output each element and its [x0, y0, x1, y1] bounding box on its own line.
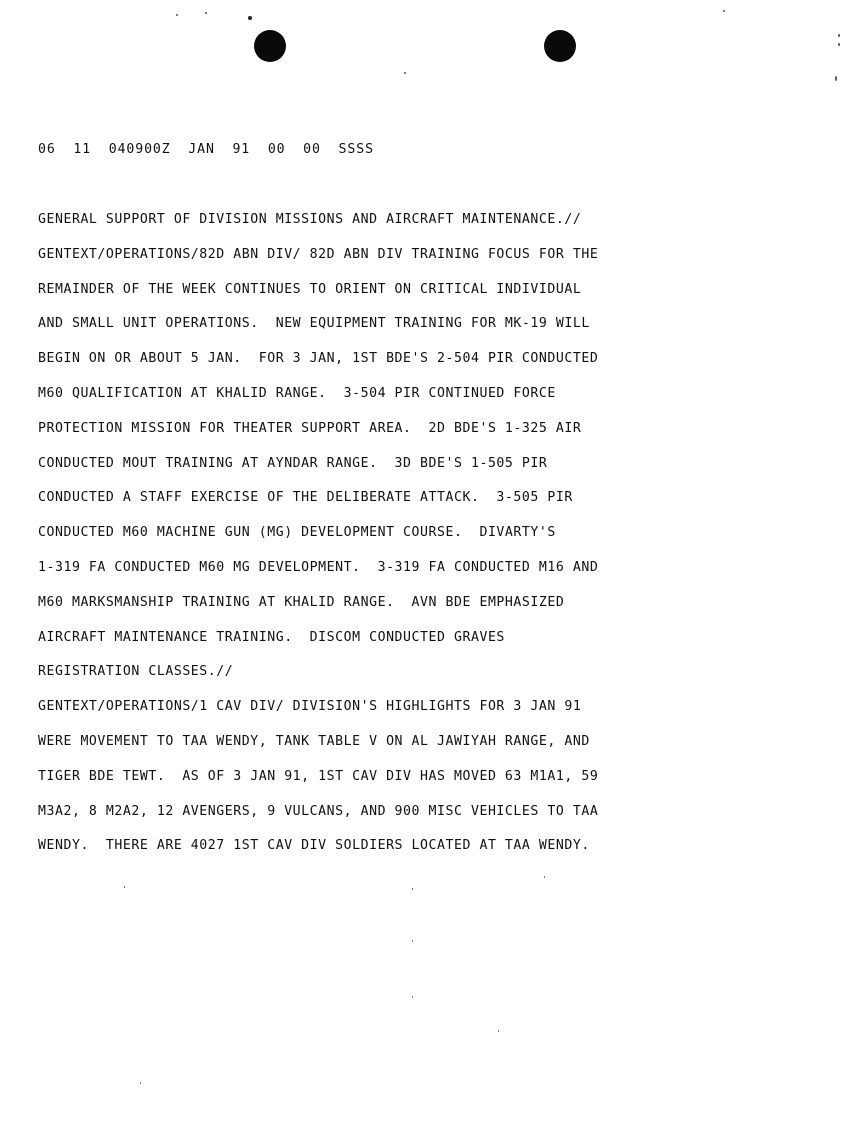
- punch-hole-left: [254, 30, 286, 62]
- body-line: M3A2, 8 M2A2, 12 AVENGERS, 9 VULCANS, AND 900 MISC VEHICLES TO TAA: [38, 803, 599, 819]
- punch-hole-right: [544, 30, 576, 62]
- body-line: AND SMALL UNIT OPERATIONS. NEW EQUIPMENT TRAINING FOR MK-19 WILL: [38, 316, 590, 332]
- scan-speck: [176, 14, 178, 16]
- scan-speck: [412, 940, 413, 942]
- message-header: 06 11 040900Z JAN 91 00 00 SSSS: [38, 142, 374, 157]
- scan-speck: [248, 16, 252, 20]
- scan-speck: [205, 12, 207, 14]
- body-line: GENERAL SUPPORT OF DIVISION MISSIONS AND AIRCRAFT MAINTENANCE.//: [38, 212, 582, 227]
- body-line: PROTECTION MISSION FOR THEATER SUPPORT AREA. 2D BDE'S 1-325 AIR: [38, 420, 582, 436]
- body-line: WENDY. THERE ARE 4027 1ST CAV DIV SOLDIERS LOCATED AT TAA WENDY.: [38, 838, 590, 854]
- scan-speck: [723, 10, 725, 12]
- message-body: [38, 210, 828, 871]
- body-line: CONDUCTED M60 MACHINE GUN (MG) DEVELOPMENT COURSE. DIVARTY'S: [38, 525, 556, 541]
- scan-speck: [838, 43, 840, 46]
- scan-speck: [124, 886, 125, 888]
- scan-speck: [412, 888, 413, 890]
- body-line: GENTEXT/OPERATIONS/82D ABN DIV/ 82D ABN DIV TRAINING FOCUS FOR THE: [38, 246, 599, 262]
- scan-speck: [838, 34, 840, 37]
- scan-speck: [412, 996, 413, 998]
- scan-speck: [140, 1082, 141, 1084]
- body-line: 1-319 FA CONDUCTED M60 MG DEVELOPMENT. 3-319 FA CONDUCTED M16 AND: [38, 559, 599, 575]
- body-line: GENTEXT/OPERATIONS/1 CAV DIV/ DIVISION'S HIGHLIGHTS FOR 3 JAN 91: [38, 699, 582, 715]
- body-line: M60 MARKSMANSHIP TRAINING AT KHALID RANGE. AVN BDE EMPHASIZED: [38, 594, 565, 610]
- body-line: CONDUCTED MOUT TRAINING AT AYNDAR RANGE. 3D BDE'S 1-505 PIR: [38, 455, 548, 471]
- body-line: CONDUCTED A STAFF EXERCISE OF THE DELIBERATE ATTACK. 3-505 PIR: [38, 490, 573, 506]
- scan-speck: [835, 76, 837, 81]
- body-line: REMAINDER OF THE WEEK CONTINUES TO ORIENT ON CRITICAL INDIVIDUAL: [38, 281, 582, 297]
- body-line: REGISTRATION CLASSES.//: [38, 664, 234, 680]
- body-line: BEGIN ON OR ABOUT 5 JAN. FOR 3 JAN, 1ST BDE'S 2-504 PIR CONDUCTED: [38, 351, 599, 367]
- body-line: WERE MOVEMENT TO TAA WENDY, TANK TABLE V ON AL JAWIYAH RANGE, AND: [38, 733, 590, 749]
- body-line: AIRCRAFT MAINTENANCE TRAINING. DISCOM CONDUCTED GRAVES: [38, 629, 505, 645]
- scan-speck: [544, 876, 545, 878]
- scan-speck: [498, 1030, 499, 1032]
- scan-speck: [404, 72, 406, 74]
- body-line: TIGER BDE TEWT. AS OF 3 JAN 91, 1ST CAV DIV HAS MOVED 63 M1A1, 59: [38, 768, 599, 784]
- body-line: M60 QUALIFICATION AT KHALID RANGE. 3-504 PIR CONTINUED FORCE: [38, 385, 556, 401]
